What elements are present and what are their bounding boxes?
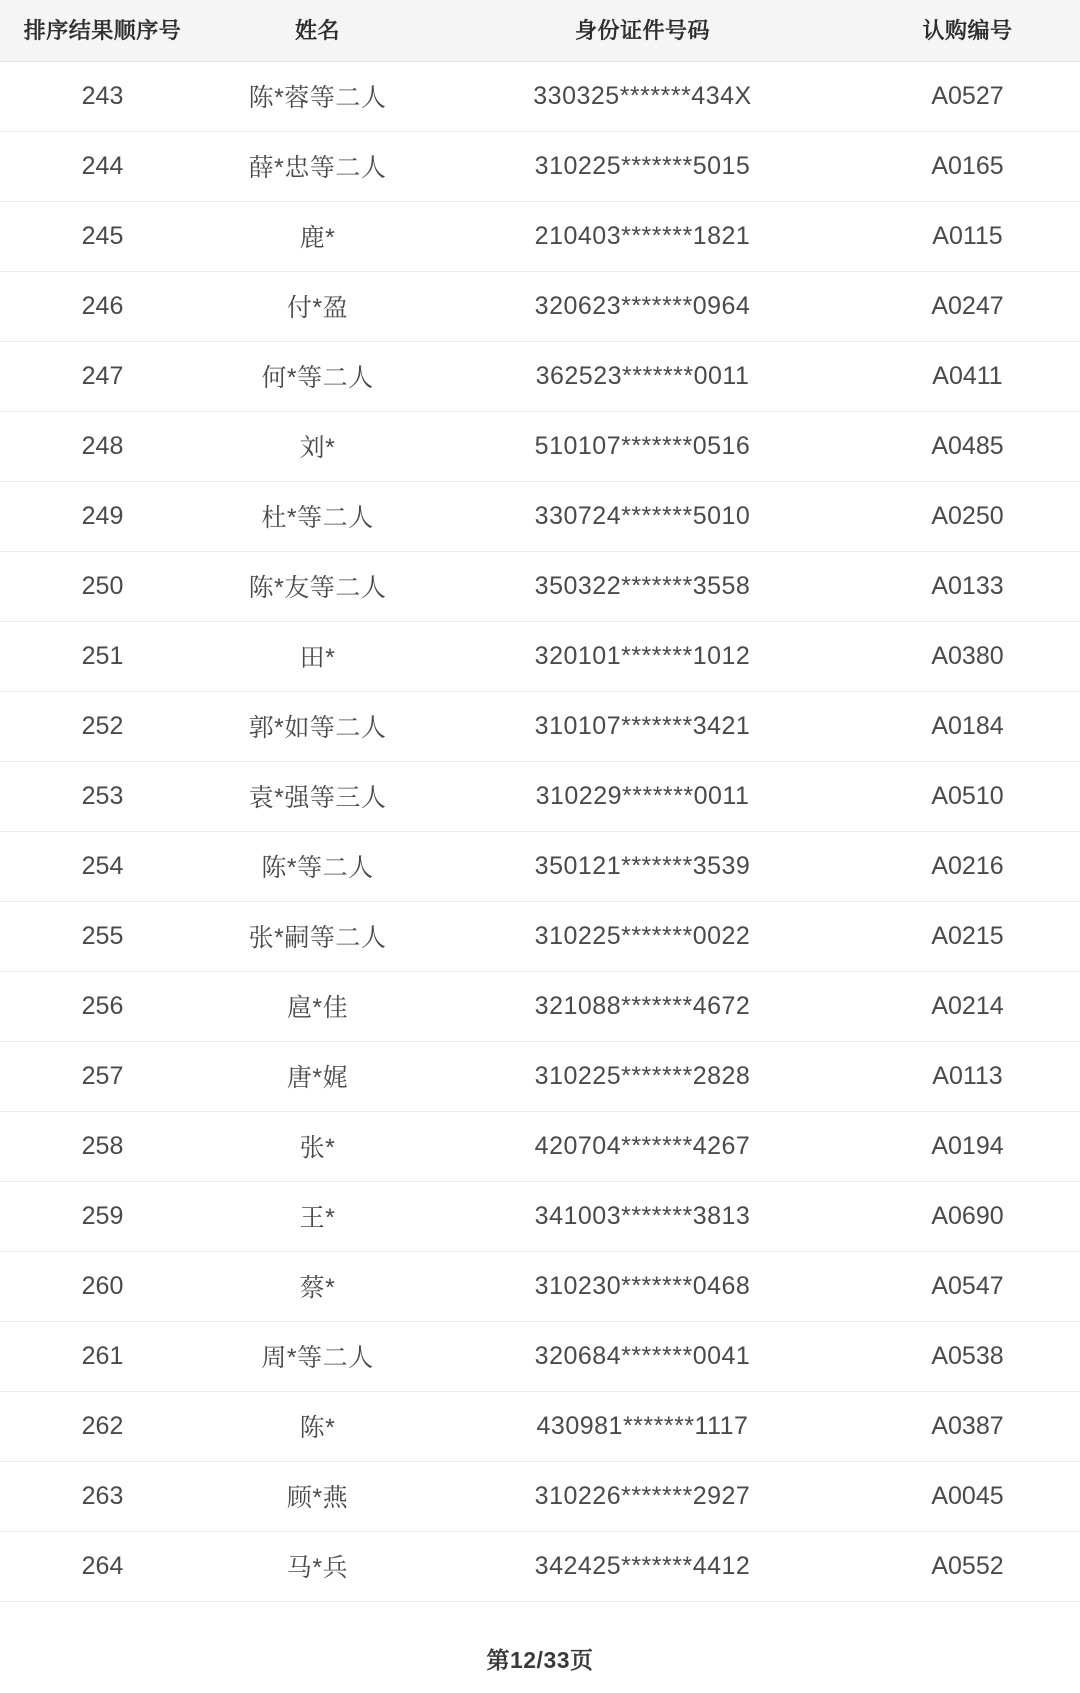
cell-subscription-code: A0527 [855, 62, 1080, 132]
table-row [0, 692, 1080, 762]
cell-id-number: 321088*******4672 [430, 972, 855, 1042]
cell-sequence: 245 [0, 202, 205, 272]
cell-id-number: 350121*******3539 [430, 832, 855, 902]
table-body [0, 62, 1080, 1602]
cell-sequence: 262 [0, 1392, 205, 1462]
table-row [0, 202, 1080, 272]
cell-name: 袁*强等三人 [205, 762, 430, 832]
table-row [0, 482, 1080, 552]
table-row [0, 902, 1080, 972]
cell-name: 王* [205, 1182, 430, 1252]
table-row [0, 342, 1080, 412]
cell-subscription-code: A0184 [855, 692, 1080, 762]
cell-name: 付*盈 [205, 272, 430, 342]
table-row [0, 1182, 1080, 1252]
page-footer [0, 1602, 1080, 1693]
table-row [0, 412, 1080, 482]
cell-subscription-code: A0380 [855, 622, 1080, 692]
cell-subscription-code: A0538 [855, 1322, 1080, 1392]
cell-subscription-code: A0215 [855, 902, 1080, 972]
cell-id-number: 320623*******0964 [430, 272, 855, 342]
cell-name: 周*等二人 [205, 1322, 430, 1392]
column-header-id-number: 身份证件号码 [430, 0, 855, 62]
cell-subscription-code: A0547 [855, 1252, 1080, 1322]
cell-subscription-code: A0115 [855, 202, 1080, 272]
cell-sequence: 261 [0, 1322, 205, 1392]
cell-subscription-code: A0250 [855, 482, 1080, 552]
cell-subscription-code: A0113 [855, 1042, 1080, 1112]
cell-subscription-code: A0045 [855, 1462, 1080, 1532]
cell-id-number: 342425*******4412 [430, 1532, 855, 1602]
cell-sequence: 243 [0, 62, 205, 132]
table-row [0, 62, 1080, 132]
cell-sequence: 258 [0, 1112, 205, 1182]
cell-id-number: 310229*******0011 [430, 762, 855, 832]
table-row [0, 1042, 1080, 1112]
cell-name: 顾*燕 [205, 1462, 430, 1532]
cell-sequence: 255 [0, 902, 205, 972]
cell-sequence: 256 [0, 972, 205, 1042]
cell-name: 张* [205, 1112, 430, 1182]
cell-sequence: 260 [0, 1252, 205, 1322]
cell-id-number: 320684*******0041 [430, 1322, 855, 1392]
cell-subscription-code: A0485 [855, 412, 1080, 482]
cell-id-number: 350322*******3558 [430, 552, 855, 622]
table-row [0, 1252, 1080, 1322]
cell-name: 薛*忠等二人 [205, 132, 430, 202]
cell-id-number: 430981*******1117 [430, 1392, 855, 1462]
cell-sequence: 252 [0, 692, 205, 762]
cell-name: 张*嗣等二人 [205, 902, 430, 972]
cell-sequence: 244 [0, 132, 205, 202]
column-header-sequence: 排序结果顺序号 [0, 0, 205, 62]
cell-name: 陈*等二人 [205, 832, 430, 902]
table-header [0, 0, 1080, 62]
cell-name: 马*兵 [205, 1532, 430, 1602]
cell-name: 陈*蓉等二人 [205, 62, 430, 132]
cell-id-number: 320101*******1012 [430, 622, 855, 692]
cell-subscription-code: A0194 [855, 1112, 1080, 1182]
table-row [0, 972, 1080, 1042]
column-header-subscription-code: 认购编号 [855, 0, 1080, 62]
table-row [0, 1322, 1080, 1392]
cell-sequence: 248 [0, 412, 205, 482]
cell-name: 郭*如等二人 [205, 692, 430, 762]
cell-subscription-code: A0552 [855, 1532, 1080, 1602]
cell-sequence: 249 [0, 482, 205, 552]
cell-id-number: 362523*******0011 [430, 342, 855, 412]
cell-id-number: 310230*******0468 [430, 1252, 855, 1322]
cell-id-number: 310225*******0022 [430, 902, 855, 972]
table-row [0, 832, 1080, 902]
column-header-name: 姓名 [205, 0, 430, 62]
cell-sequence: 263 [0, 1462, 205, 1532]
cell-id-number: 210403*******1821 [430, 202, 855, 272]
cell-name: 陈* [205, 1392, 430, 1462]
cell-sequence: 247 [0, 342, 205, 412]
cell-sequence: 246 [0, 272, 205, 342]
cell-name: 陈*友等二人 [205, 552, 430, 622]
cell-subscription-code: A0247 [855, 272, 1080, 342]
cell-sequence: 251 [0, 622, 205, 692]
cell-sequence: 250 [0, 552, 205, 622]
table-row [0, 272, 1080, 342]
cell-id-number: 330325*******434X [430, 62, 855, 132]
cell-name: 唐*娓 [205, 1042, 430, 1112]
cell-id-number: 510107*******0516 [430, 412, 855, 482]
cell-name: 杜*等二人 [205, 482, 430, 552]
table-row [0, 622, 1080, 692]
cell-subscription-code: A0387 [855, 1392, 1080, 1462]
table-row [0, 1392, 1080, 1462]
cell-subscription-code: A0165 [855, 132, 1080, 202]
cell-sequence: 253 [0, 762, 205, 832]
cell-id-number: 310225*******5015 [430, 132, 855, 202]
cell-name: 蔡* [205, 1252, 430, 1322]
table-row [0, 762, 1080, 832]
table-row [0, 1462, 1080, 1532]
cell-sequence: 264 [0, 1532, 205, 1602]
cell-id-number: 330724*******5010 [430, 482, 855, 552]
cell-name: 扈*佳 [205, 972, 430, 1042]
cell-subscription-code: A0133 [855, 552, 1080, 622]
table-row [0, 552, 1080, 622]
cell-name: 刘* [205, 412, 430, 482]
table-row [0, 132, 1080, 202]
cell-subscription-code: A0690 [855, 1182, 1080, 1252]
cell-sequence: 257 [0, 1042, 205, 1112]
cell-sequence: 254 [0, 832, 205, 902]
cell-id-number: 341003*******3813 [430, 1182, 855, 1252]
cell-subscription-code: A0216 [855, 832, 1080, 902]
cell-name: 何*等二人 [205, 342, 430, 412]
cell-id-number: 310107*******3421 [430, 692, 855, 762]
cell-name: 田* [205, 622, 430, 692]
cell-id-number: 310225*******2828 [430, 1042, 855, 1112]
cell-subscription-code: A0214 [855, 972, 1080, 1042]
cell-id-number: 310226*******2927 [430, 1462, 855, 1532]
cell-name: 鹿* [205, 202, 430, 272]
table-row [0, 1112, 1080, 1182]
cell-sequence: 259 [0, 1182, 205, 1252]
table-row [0, 1532, 1080, 1602]
cell-subscription-code: A0510 [855, 762, 1080, 832]
cell-id-number: 420704*******4267 [430, 1112, 855, 1182]
cell-subscription-code: A0411 [855, 342, 1080, 412]
table-header-row [0, 0, 1080, 62]
page-number-label: 第12/33页 [486, 1647, 594, 1673]
